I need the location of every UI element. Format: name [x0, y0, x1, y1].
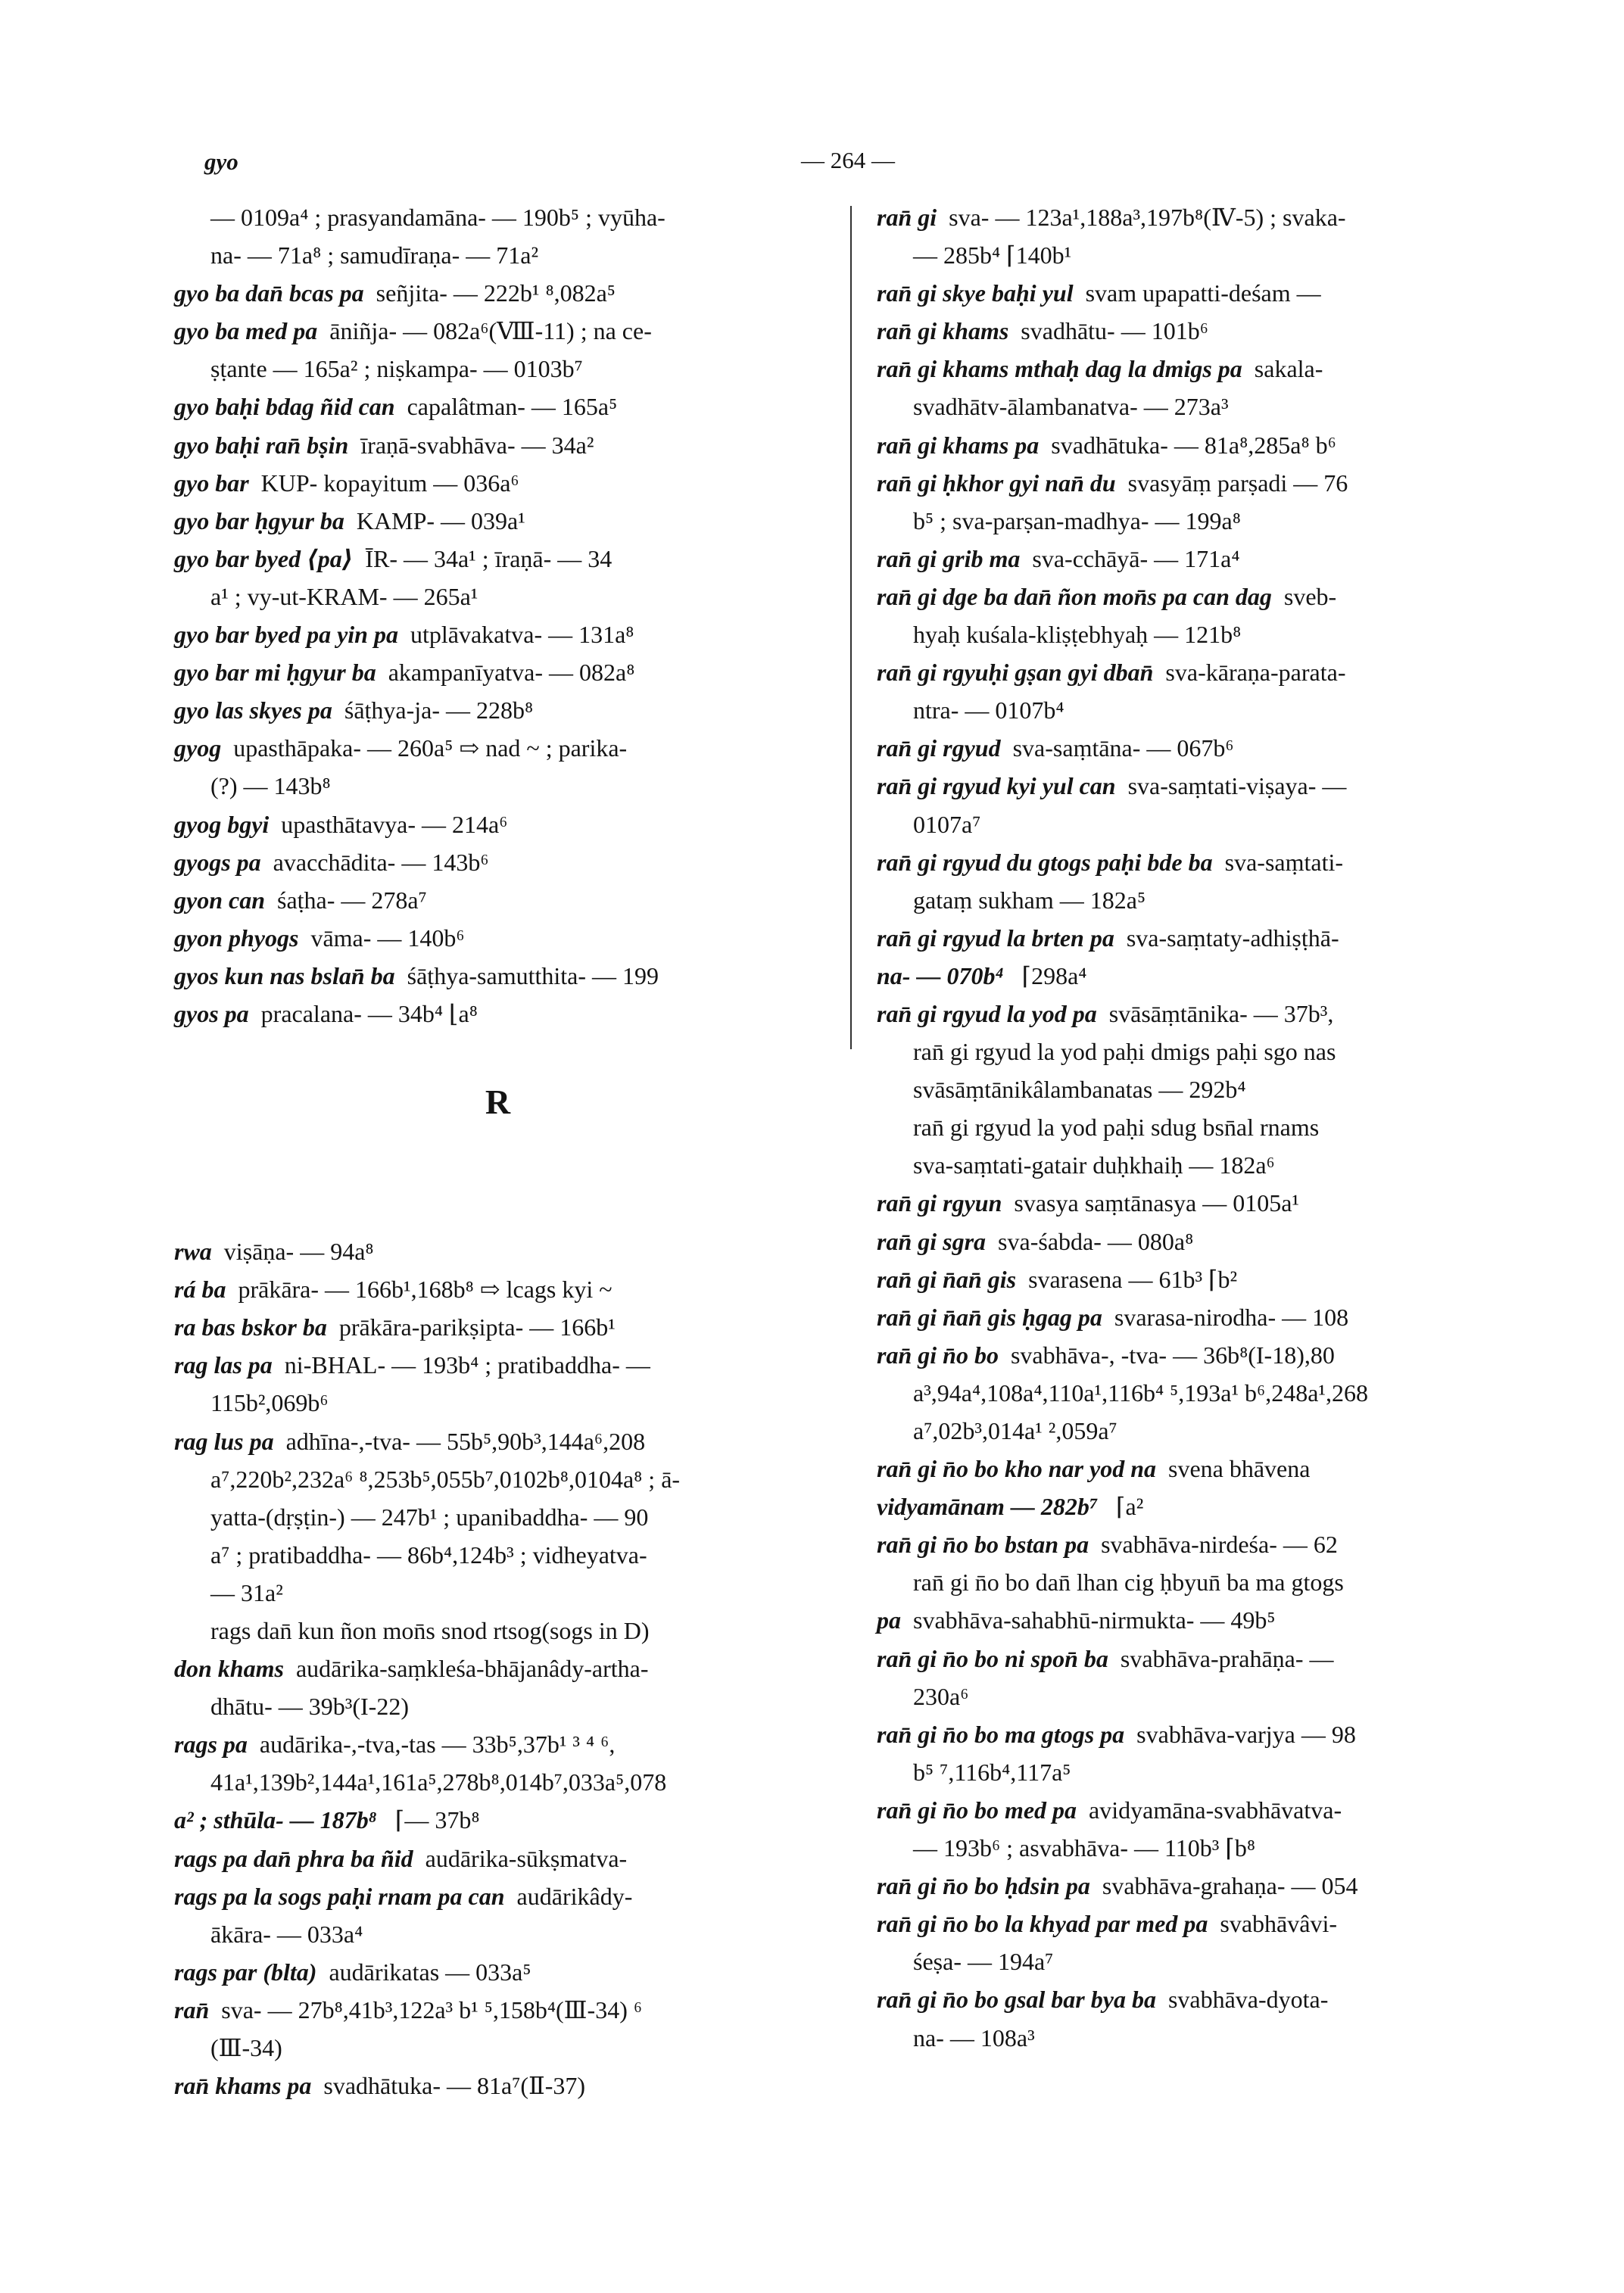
entry-line: [877, 843, 1528, 881]
entry-line: [877, 1336, 1528, 1374]
headword: gyog: [174, 734, 222, 762]
entry-line: 41a¹,139b²,144a¹,161a⁵,278b⁸,014b⁷,033a⁵,078: [210, 1768, 667, 1796]
section-letter: R: [485, 1082, 511, 1121]
headword: gyo bar ḥgyur ba: [174, 506, 344, 534]
entry-line: ntra- — 0107b⁴: [913, 696, 1064, 724]
entry-line: a⁷,220b²,232a⁶ ⁸,253b⁵,055b⁷,0102b⁸,0104a⁸ ; ā-: [210, 1465, 681, 1493]
headword: ran̄ gi rgyun: [877, 1189, 1002, 1217]
gloss: śaṭha- — 278a⁷: [265, 886, 427, 914]
entry-line: [877, 1260, 1528, 1298]
gloss: svabhāva-prahāṇa- —: [1108, 1644, 1334, 1672]
column-divider: [850, 206, 852, 1049]
gloss: ⌈— 37b⁸: [376, 1806, 480, 1834]
headword: vidyamānam — 282b⁷: [877, 1493, 1098, 1521]
gloss: avacchādita- — 143b⁶: [260, 848, 489, 876]
headword: gyo las skyes pa: [174, 696, 332, 724]
gloss: prākāra- — 166b¹,168b⁸ ⇨ lcags kyi ~: [226, 1276, 613, 1304]
entry-line: [877, 464, 1528, 502]
entry-line: — 0109a⁴ ; prasyandamāna- — 190b⁵ ; vyūha-: [210, 204, 665, 231]
entry-line: [174, 1270, 821, 1308]
entry-line: — 193b⁶ ; asvabhāva- — 110b³ ⌈b⁸: [913, 1834, 1256, 1862]
entry-line: [174, 1725, 821, 1763]
entry-line: [174, 1877, 821, 1915]
headword: ran̄ gi n̄o bo ni spon̄ ba: [877, 1644, 1108, 1672]
entry-line: [877, 919, 1528, 957]
entry-line: [174, 1308, 821, 1346]
entry-line: — 31a²: [210, 1578, 283, 1606]
gloss: sva- — 27b⁸,41b³,122a³ b¹ ⁵,158b⁴(Ⅲ-34) ⁶: [209, 1995, 642, 2024]
gloss: audārika-sūkṣmatva-: [413, 1844, 628, 1872]
entry-line: 0107a⁷: [913, 810, 981, 838]
headword: ran̄ gi n̄o bo la khyad par med pa: [877, 1910, 1208, 1938]
gloss: svabhāva-dyota-: [1155, 1986, 1329, 2014]
page-number: — 264 —: [801, 147, 895, 173]
entry-line: [877, 1715, 1528, 1753]
gloss: svāsāṃtānika- — 37b³,: [1096, 999, 1334, 1027]
headword: rá ba: [174, 1276, 226, 1304]
entry-line: a¹ ; vy-ut-KRAM- — 265a¹: [210, 582, 478, 610]
entry-line: sva-saṃtati-gatair duḥkhaiḥ — 182a⁶: [913, 1151, 1275, 1179]
gloss: svasyāṃ parṣadi — 76: [1115, 469, 1348, 497]
gloss: śāṭhya-ja- — 228b⁸: [332, 696, 534, 724]
gloss: ⌈a²: [1098, 1493, 1144, 1521]
headword: ran̄ gi rgyud la brten pa: [877, 924, 1114, 952]
headword: ran̄ gi rgyud la yod pa: [877, 999, 1097, 1027]
headword: ran̄ gi khams: [877, 317, 1009, 345]
gloss: pracalana- — 34b⁴ ⌊a⁸: [248, 999, 478, 1027]
entry-line: — 285b⁴ ⌈140b¹: [913, 241, 1072, 269]
headword: ran̄ gi khams pa: [877, 431, 1040, 459]
gloss: svam upapatti-deśam —: [1073, 279, 1321, 307]
entry-line: [174, 881, 821, 919]
entry-line: [877, 1905, 1528, 1943]
gloss: svabhāva-sahabhū-nirmukta- — 49b⁵: [901, 1606, 1276, 1634]
headword: ran̄ gi: [877, 204, 937, 231]
headword: gyos kun nas bslan̄ ba: [174, 961, 395, 989]
entry-line: [174, 843, 821, 881]
entry-line: [877, 729, 1528, 767]
gloss: prākāra-parikṣipta- — 166b¹: [326, 1313, 616, 1341]
entry-line: [877, 274, 1528, 312]
headword: rag las pa: [174, 1351, 273, 1379]
entry-line: [877, 198, 1528, 236]
section-spacer: [174, 1170, 821, 1232]
entry-line: [174, 426, 821, 464]
gloss: audārikâdy-: [504, 1882, 633, 1910]
entry-line: [174, 1953, 821, 1991]
headword: gyo bar byed ⟨pa⟩: [174, 544, 354, 572]
headword: ran̄ gi rgyuḥi gṣan gyi dban̄: [877, 659, 1154, 687]
entry-line: [877, 767, 1528, 805]
gloss: svarasena — 61b³ ⌈b²: [1016, 1265, 1238, 1293]
headword: ran̄ gi grib ma: [877, 544, 1021, 572]
entry-line: hyaḥ kuśala-kliṣṭebhyaḥ — 121b⁸: [913, 621, 1242, 649]
entry-line: [174, 1346, 821, 1384]
headword: gyo bar: [174, 469, 249, 497]
gloss: sakala-: [1242, 355, 1323, 383]
entry-line: [174, 502, 821, 540]
section-heading: [174, 1033, 821, 1170]
entry-line: [877, 957, 1528, 995]
entry-line: rags dan̄ kun ñon mon̄s snod rtsog(sogs in D): [210, 1617, 650, 1644]
headword: gyog bgyi: [174, 810, 270, 838]
entry-line: [174, 312, 821, 350]
gloss: sveb-: [1271, 582, 1337, 610]
headword: rags pa: [174, 1731, 248, 1759]
entry-line: [877, 1640, 1528, 1678]
headword: ra bas bskor ba: [174, 1313, 327, 1341]
gloss: KUP- kopayitum — 036a⁶: [248, 469, 519, 497]
headword: ran̄ khams pa: [174, 2072, 312, 2100]
entry-line: [877, 1980, 1528, 2018]
entry-line: [877, 653, 1528, 691]
entry-line: 115b²,069b⁶: [210, 1389, 329, 1417]
headword: ran̄ gi rgyud: [877, 734, 1001, 762]
entry-line: [174, 1801, 821, 1839]
entry-line: [877, 1298, 1528, 1336]
gloss: sva-cchāyā- — 171a⁴: [1020, 544, 1240, 572]
gloss: utplāvakatva- — 131a⁸: [397, 621, 634, 649]
entry-line: svadhātv-ālambanatva- — 273a³: [913, 393, 1229, 421]
entry-line: [877, 1184, 1528, 1222]
gloss: viṣāṇa- — 94a⁸: [211, 1238, 374, 1266]
gloss: śāṭhya-samutthita- — 199: [394, 961, 659, 989]
left-column: [174, 198, 821, 2105]
headword: gyon phyogs: [174, 924, 299, 952]
headword: gyo baḥi ran̄ bṣin: [174, 431, 349, 459]
entry-line: dhātu- — 39b³(I-22): [210, 1693, 409, 1721]
entry-line: [877, 1601, 1528, 1639]
gloss: sva-śabda- — 080a⁸: [986, 1227, 1194, 1255]
gloss: señjita- — 222b¹ ⁸,082a⁵: [363, 279, 616, 307]
entry-line: b⁵ ⁷,116b⁴,117a⁵: [913, 1758, 1071, 1786]
gloss: audārikatas — 033a⁵: [316, 1958, 531, 1986]
right-entries: [877, 198, 1528, 2057]
entry-line: [877, 1867, 1528, 1905]
entry-line: [174, 388, 821, 425]
gloss: svabhāva-nirdeśa- — 62: [1089, 1531, 1338, 1559]
entry-line: [877, 1791, 1528, 1829]
entry-line: ran̄ gi rgyud la yod paḥi sdug bsn̄al rnams: [913, 1114, 1320, 1142]
entry-line: [174, 615, 821, 653]
gloss: adhīna-,-tva- — 55b⁵,90b³,144a⁶,208: [273, 1427, 646, 1455]
gloss: ⌈298a⁴: [1003, 961, 1087, 989]
headword: gyogs pa: [174, 848, 261, 876]
gloss: ni-BHAL- — 193b⁴ ; pratibaddha- —: [272, 1351, 650, 1379]
entry-line: [174, 805, 821, 843]
headword: gyo baḥi bdag ñid can: [174, 393, 395, 421]
gloss: īraṇā-svabhāva- — 34a²: [348, 431, 594, 459]
entry-line: [174, 1650, 821, 1687]
gloss: sva-saṃtāna- — 067b⁶: [1000, 734, 1234, 762]
headword: rags pa la sogs paḥi rnam pa can: [174, 1882, 505, 1910]
gloss: audārika-saṃkleśa-bhājanâdy-artha-: [283, 1655, 649, 1683]
entry-line: svāsāṃtānikâlambanatas — 292b⁴: [913, 1076, 1246, 1104]
entry-line: [174, 919, 821, 957]
entry-line: [877, 1525, 1528, 1563]
entry-line: a⁷ ; pratibaddha- — 86b⁴,124b³ ; vidheyatva-: [210, 1541, 647, 1569]
entry-line: na- — 71a⁸ ; samudīraṇa- — 71a²: [210, 241, 539, 269]
entry-line: [877, 1450, 1528, 1488]
headword: gyos pa: [174, 999, 249, 1027]
entry-line: (Ⅲ-34): [210, 2034, 282, 2062]
gloss: avidyamāna-svabhāvatva-: [1077, 1796, 1342, 1824]
headword: don khams: [174, 1655, 284, 1683]
gloss: svabhāva-, -tva- — 36b⁸(I-18),80: [998, 1341, 1335, 1369]
entry-line: b⁵ ; sva-parṣan-madhya- — 199a⁸: [913, 506, 1241, 534]
gloss: upasthātavya- — 214a⁶: [269, 810, 508, 838]
headword: ran̄ gi n̄o bo kho nar yod na: [877, 1455, 1156, 1483]
headword: ran̄ gi rgyud du gtogs paḥi bde ba: [877, 848, 1213, 876]
entry-line: [174, 1232, 821, 1270]
gloss: sva-kāraṇa-parata-: [1153, 659, 1346, 687]
entry-line: [877, 1223, 1528, 1260]
headword: ran̄ gi n̄o bo ma gtogs pa: [877, 1720, 1125, 1748]
entry-line: [877, 350, 1528, 388]
running-head: gyo: [204, 148, 238, 175]
gloss: vāma- — 140b⁶: [298, 924, 465, 952]
entry-line: [877, 578, 1528, 615]
gloss: svasya saṃtānasya — 0105a¹: [1002, 1189, 1299, 1217]
headword: ran̄ gi rgyud kyi yul can: [877, 772, 1116, 800]
entry-line: [877, 1488, 1528, 1525]
headword: ran̄ gi khams mthaḥ dag la dmigs pa: [877, 355, 1242, 383]
entry-line: ṣṭante — 165a² ; niṣkampa- — 0103b⁷: [210, 355, 583, 383]
headword: rwa: [174, 1238, 212, 1266]
gloss: āniñja- — 082a⁶(Ⅷ-11) ; na ce-: [317, 317, 652, 345]
entry-line: [877, 312, 1528, 350]
left-entries-top: [174, 198, 821, 1033]
headword: ran̄ gi n̄o bo: [877, 1341, 999, 1369]
entry-line: [174, 957, 821, 995]
gloss: capalâtman- — 165a⁵: [394, 393, 618, 421]
headword: gyon can: [174, 886, 265, 914]
entry-line: [174, 540, 821, 578]
headword: a² ; sthūla- — 187b⁸: [174, 1806, 377, 1834]
headword: rags par (blta): [174, 1958, 317, 1986]
headword: ran̄ gi ḥkhor gyi nan̄ du: [877, 469, 1116, 497]
entry-line: a³,94a⁴,108a⁴,110a¹,116b⁴ ⁵,193a¹ b⁶,248a¹,268: [913, 1379, 1368, 1407]
headword: ran̄: [174, 1995, 210, 2024]
headword: gyo bar byed pa yin pa: [174, 621, 398, 649]
gloss: sva-saṃtaty-adhiṣṭhā-: [1114, 924, 1339, 952]
gloss: akampanīyatva- — 082a⁸: [376, 659, 635, 687]
entry-line: [174, 274, 821, 312]
gloss: upasthāpaka- — 260a⁵ ⇨ nad ~ ; parika-: [221, 734, 628, 762]
gloss: svabhāvâvi-: [1208, 1910, 1337, 1938]
entry-line: [877, 540, 1528, 578]
entry-line: [174, 729, 821, 767]
entry-line: [174, 2067, 821, 2105]
headword: ran̄ gi skye baḥi yul: [877, 279, 1074, 307]
gloss: svarasa-nirodha- — 108: [1102, 1303, 1349, 1331]
headword: ran̄ gi dge ba dan̄ ñon mon̄s pa can dag: [877, 582, 1272, 610]
gloss: svena bhāvena: [1155, 1455, 1311, 1483]
entry-line: [174, 995, 821, 1033]
gloss: svabhāva-grahaṇa- — 054: [1089, 1872, 1358, 1900]
headword: ran̄ gi n̄an̄ gis ḥgag pa: [877, 1303, 1102, 1331]
entry-line: [174, 464, 821, 502]
headword: gyo ba dan̄ bcas pa: [174, 279, 364, 307]
entry-line: ran̄ gi rgyud la yod paḥi dmigs paḥi sgo nas: [913, 1038, 1336, 1066]
gloss: svadhātuka- — 81a⁸,285a⁸ b⁶: [1039, 431, 1336, 459]
entry-line: gataṃ sukham — 182a⁵: [913, 886, 1146, 914]
entry-line: [877, 426, 1528, 464]
gloss: sva- — 123a¹,188a³,197b⁸(Ⅳ-5) ; svaka-: [937, 204, 1346, 231]
right-column: [877, 198, 1528, 2057]
headword: na- — 070b⁴: [877, 961, 1004, 989]
headword: ran̄ gi n̄o bo ḥdsin pa: [877, 1872, 1090, 1900]
headword: ran̄ gi n̄o bo bstan pa: [877, 1531, 1089, 1559]
entry-line: na- — 108a³: [913, 2024, 1035, 2052]
entry-line: [174, 1991, 821, 2029]
headword: gyo ba med pa: [174, 317, 318, 345]
gloss: svadhātuka- — 81a⁷(Ⅱ-37): [311, 2072, 586, 2100]
entry-line: (?) — 143b⁸: [210, 772, 331, 800]
entry-line: yatta-(dṛṣṭin-) — 247b¹ ; upanibaddha- — 90: [210, 1503, 649, 1531]
headword: rags pa dan̄ phra ba ñid: [174, 1844, 413, 1872]
gloss: ĪR- — 34a¹ ; īraṇā- — 34: [353, 544, 613, 572]
headword: rag lus pa: [174, 1427, 274, 1455]
entry-line: ran̄ gi n̄o bo dan̄ lhan cig ḥbyun̄ ba ma gtogs: [913, 1569, 1344, 1597]
gloss: KAMP- — 039a¹: [344, 506, 525, 534]
entry-line: [174, 1422, 821, 1460]
entry-line: śeṣa- — 194a⁷: [913, 1948, 1054, 1976]
gloss: audārika-,-tva,-tas — 33b⁵,37b¹ ³ ⁴ ⁶,: [247, 1731, 616, 1759]
entry-line: [877, 995, 1528, 1033]
headword: ran̄ gi sgra: [877, 1227, 987, 1255]
entry-line: [174, 691, 821, 729]
headword: ran̄ gi n̄o bo gsal bar bya ba: [877, 1986, 1156, 2014]
headword: gyo bar mi ḥgyur ba: [174, 659, 376, 687]
gloss: svabhāva-varjya — 98: [1124, 1720, 1356, 1748]
gloss: sva-saṃtati-viṣaya- —: [1115, 772, 1347, 800]
entry-line: [174, 1840, 821, 1877]
entry-line: [174, 653, 821, 691]
gloss: svadhātu- — 101b⁶: [1008, 317, 1208, 345]
entry-line: a⁷,02b³,014a¹ ²,059a⁷: [913, 1417, 1117, 1444]
headword: ran̄ gi n̄an̄ gis: [877, 1265, 1017, 1293]
gloss: sva-saṃtati-: [1212, 848, 1344, 876]
headword: pa: [877, 1606, 901, 1634]
entry-line: ākāra- — 033a⁴: [210, 1920, 363, 1948]
left-entries-bottom: [174, 1232, 821, 2105]
entry-line: 230a⁶: [913, 1682, 969, 1710]
headword: ran̄ gi n̄o bo med pa: [877, 1796, 1077, 1824]
